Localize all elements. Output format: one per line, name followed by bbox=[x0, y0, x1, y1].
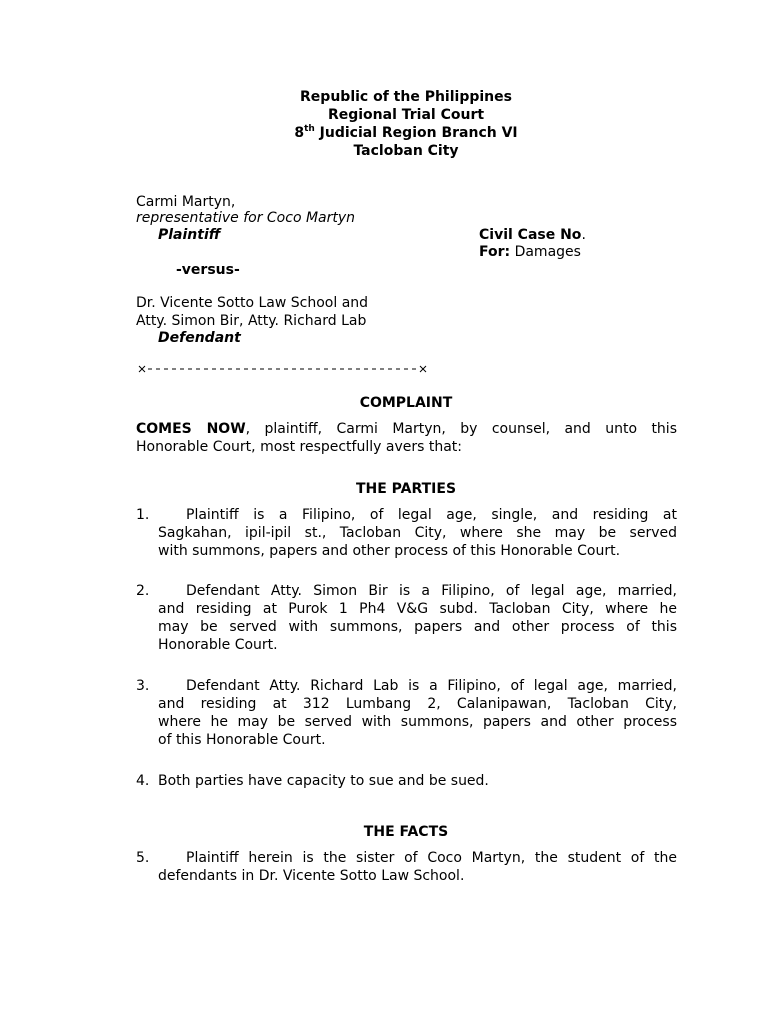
header-court: Regional Trial Court bbox=[327, 107, 485, 123]
versus-label: -versus- bbox=[176, 262, 240, 278]
parties-title: THE PARTIES bbox=[355, 481, 457, 497]
header-city: Tacloban City bbox=[353, 143, 459, 159]
header-region: 8th Judicial Region Branch VI bbox=[294, 124, 518, 141]
complaint-intro: COMES NOW, plaintiff, Carmi Martyn, by counsel, and unto this Honorable Court, most respectfully avers that: bbox=[136, 421, 677, 455]
caption-divider bbox=[136, 362, 428, 376]
plaintiff-role: representative for Coco Martyn bbox=[136, 210, 356, 226]
header-republic: Republic of the Philippines bbox=[300, 89, 512, 105]
plaintiff-name: Carmi Martyn, bbox=[136, 194, 236, 210]
plaintiff-label: Plaintiff bbox=[158, 227, 221, 243]
court-header bbox=[136, 88, 676, 160]
civil-case-number: Civil Case No. bbox=[479, 227, 586, 243]
defendant-line-1: Dr. Vicente Sotto Law School and bbox=[136, 295, 369, 311]
defendant-label: Defendant bbox=[158, 330, 241, 346]
defendant-line-2: Atty. Simon Bir, Atty. Richard Lab bbox=[136, 313, 367, 329]
facts-title: THE FACTS bbox=[363, 824, 449, 840]
complaint-title: COMPLAINT bbox=[359, 395, 453, 411]
case-for: For: Damages bbox=[479, 244, 581, 260]
document-page: Republic of the Philippines Regional Trial Court 8th Judicial Region Branch VI Tacloban City Carmi Martyn, representative for Coco Martyn Plaintiff -versus- Dr. Vicente Sotto Law School and Atty. Simon Bir, Atty. Richard Lab Defendant Civil Case No. For: Damages COMPLAINT COMES NOW, plaintiff, Carmi Martyn, by counsel, and unto this Honorable Court, most respectfully avers that: THE PARTIES 1. Plaintiff is a Filipino, of legal age, single, and residing at Sagkahan, ipil-ipil st., Tacloban City, where she may be served with summons, papers and other process of this Honorable Court. 2. Defendant Atty. Simon Bir is a Filipino, of legal age, married, and residing at Purok 1 Ph4 V&G subd. Tacloban City, where he may be served with summons, papers and other process of this Honorable Court. 3. Defendant Atty. Richard Lab is a Filipino, of legal age, married, and residing at 312 Lumbang 2, Calanipawan, Tacloban City, where he may be served with summons, papers and other process of this Honorable Court. 4. Both parties have capacity to sue and be sued. THE FACTS 5. Plaintiff herein is the sister of Coco Martyn, the student of the defendants in Dr. Vicente Sotto Law School. bbox=[136, 89, 677, 884]
